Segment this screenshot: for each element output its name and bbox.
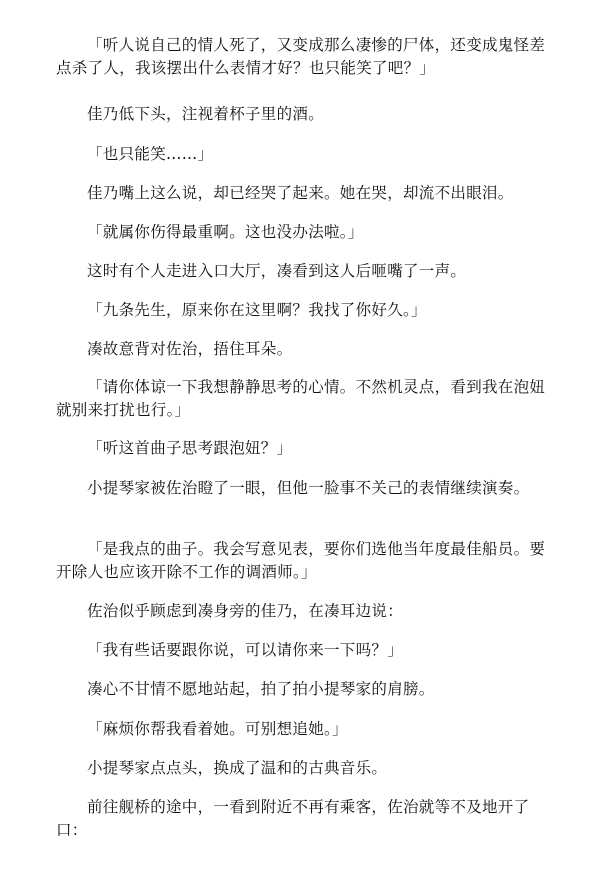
paragraph-8: 凑故意背对佐治，捂住耳朵。 [87, 340, 293, 358]
paragraph-9: 「请你体谅一下我想静静思考的心情。不然机灵点，看到我在泡妞就别来打扰也行。」 [56, 378, 546, 419]
paragraph-10: 「听这首曲子思考跟泡妞？」 [87, 439, 293, 457]
paragraph-3: 「也只能笑……」 [87, 145, 214, 163]
paragraph-7: 「九条先生，原来你在这里啊？我找了你好久。」 [87, 301, 427, 319]
paragraph-16: 「麻烦你帮我看着她。可别想追她。」 [87, 720, 348, 738]
paragraph-1: 「听人说自己的情人死了，又变成那么凄惨的尸体，还变成鬼怪差点杀了人，我该摆出什么表情才好？也只能笑了吧？」 [56, 36, 546, 77]
paragraph-14: 「我有些话要跟你说，可以请你来一下吗？」 [87, 641, 404, 659]
paragraph-6: 这时有个人走进入口大厅，凑看到这人后咂嘴了一声。 [87, 262, 467, 280]
paragraph-4: 佳乃嘴上这么说，却已经哭了起来。她在哭，却流不出眼泪。 [87, 184, 514, 202]
paragraph-12: 「是我点的曲子。我会写意见表，要你们选他当年度最佳船员。要开除人也应该开除不工作的调酒师。」 [56, 540, 546, 581]
paragraph-2: 佳乃低下头，注视着杯子里的酒。 [87, 105, 325, 123]
paragraph-5: 「就属你伤得最重啊。这也没办法啦。」 [87, 223, 364, 241]
paragraph-18: 前往舰桥的途中，一看到附近不再有乘客，佐治就等不及地开了口： [56, 798, 530, 839]
paragraph-15: 凑心不甘情不愿地站起，拍了拍小提琴家的肩膀。 [87, 680, 435, 698]
paragraph-13: 佐治似乎顾虑到凑身旁的佳乃，在凑耳边说： [87, 602, 404, 620]
paragraph-11: 小提琴家被佐治瞪了一眼，但他一脸事不关己的表情继续演奏。 [87, 479, 530, 497]
paragraph-17: 小提琴家点点头，换成了温和的古典音乐。 [87, 759, 388, 777]
